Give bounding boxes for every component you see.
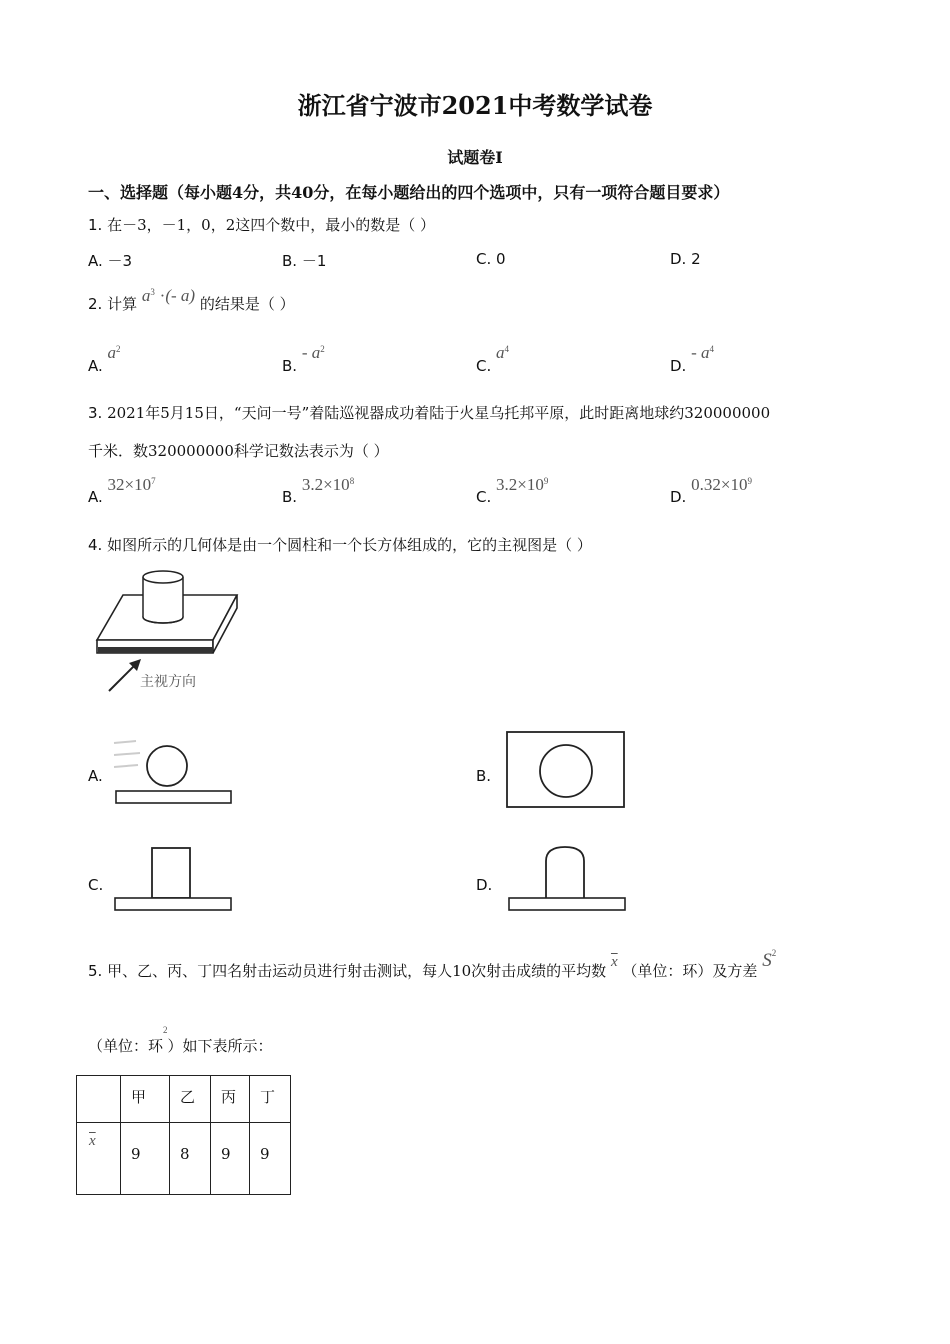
- option-exponent: 7: [151, 476, 156, 486]
- q4-option-b-label: B.: [476, 767, 492, 785]
- q4-option-a-figure: [112, 735, 237, 810]
- q1-option-d: D. 2: [670, 250, 701, 268]
- option-exponent: 4: [709, 344, 715, 354]
- q4-option-d-figure: [506, 843, 628, 915]
- question-5: [88, 948, 777, 982]
- option-label: C.: [476, 488, 492, 506]
- option-times: ×10: [124, 475, 152, 494]
- option-label: B.: [282, 488, 298, 506]
- question-number: 2.: [88, 295, 103, 313]
- q2-option-d: [670, 343, 715, 375]
- formula-exponent: 3: [150, 287, 155, 297]
- option-label: D.: [670, 357, 687, 375]
- option-times: ×10: [517, 475, 544, 494]
- unit-text: （单位：环）及方差: [622, 962, 758, 980]
- option-sign: -: [301, 343, 312, 362]
- page-subtitle: 试题卷Ⅰ: [447, 148, 503, 167]
- option-exponent: 9: [747, 476, 752, 486]
- question-1: [88, 214, 435, 235]
- figure-caption: 主视方向: [140, 674, 196, 690]
- question-text-pre: 计算: [107, 295, 138, 313]
- option-times: ×10: [720, 475, 748, 494]
- q2-option-c: [476, 343, 510, 375]
- formula-paren: (- a): [165, 286, 196, 305]
- table-header-cell: [77, 1076, 121, 1123]
- option-exponent: 4: [504, 344, 510, 354]
- table-header-row: [77, 1076, 291, 1123]
- table-header-cell: 甲: [121, 1076, 170, 1123]
- option-mantissa: 3.2: [301, 475, 324, 494]
- option-label: C.: [476, 357, 492, 375]
- formula-base: a: [141, 286, 151, 305]
- question-text-line1: 甲、乙、丙、丁四名射击运动员进行射击测试，每人10次射击成绩的平均数: [107, 962, 607, 980]
- q1-option-b: B. －1: [282, 252, 327, 270]
- q3-option-c: [476, 475, 549, 506]
- option-exponent: 8: [349, 476, 355, 486]
- option-formula: a: [496, 343, 505, 362]
- table-header-cell: 乙: [170, 1076, 211, 1123]
- option-times: ×10: [323, 475, 350, 494]
- variance-exponent: 2: [771, 948, 777, 958]
- section-heading: 一、选择题（每小题4分，共40分，在每小题给出的四个选项中，只有一项符合题目要求）: [88, 183, 730, 202]
- q4-option-d-label: D.: [476, 876, 493, 894]
- option-exponent: 2: [320, 344, 325, 354]
- formula-dot: ·: [159, 286, 166, 305]
- q4-option-b-figure: [505, 730, 627, 810]
- option-exponent: 9: [543, 476, 549, 486]
- variance-symbol: S: [762, 950, 772, 971]
- option-mantissa: 0.32: [691, 475, 721, 494]
- page-title: 浙江省宁波市2021中考数学试卷: [297, 91, 653, 120]
- unit-exponent: 2: [163, 1025, 168, 1035]
- option-mantissa: 32: [107, 475, 125, 494]
- q3-option-d: [670, 475, 752, 506]
- option-formula: a: [107, 343, 117, 362]
- option-formula: a: [311, 343, 321, 362]
- q1-option-c: C. 0: [476, 250, 506, 268]
- table-cell: 8: [170, 1123, 211, 1195]
- unit-text-post: ）如下表所示：: [167, 1037, 273, 1055]
- option-sign: -: [691, 343, 702, 362]
- question-5-line2: [88, 1025, 273, 1056]
- question-number: 1.: [88, 216, 103, 234]
- table-header-cell: 丙: [211, 1076, 250, 1123]
- option-exponent: 2: [116, 344, 121, 354]
- q4-option-a-label: A.: [88, 767, 103, 785]
- question-number: 4.: [88, 536, 103, 554]
- option-label: B.: [282, 357, 298, 375]
- q2-option-b: [282, 343, 325, 375]
- question-text-post: 的结果是（ ）: [199, 295, 295, 313]
- question-2: [88, 286, 295, 314]
- table-cell: 9: [211, 1123, 250, 1195]
- question-3-line2: 千米．数320000000科学记数法表示为（ ）: [88, 442, 389, 460]
- q4-option-c-label: C.: [88, 876, 104, 894]
- question-text: 在－3，－1，0，2这四个数中，最小的数是（ ）: [107, 216, 436, 234]
- option-label: A.: [88, 357, 103, 375]
- score-table: [76, 1075, 291, 1195]
- q4-option-c-figure: [112, 845, 234, 915]
- question-number: 5.: [88, 962, 103, 980]
- table-header-cell: 丁: [250, 1076, 291, 1123]
- question-text-line1: 2021年5月15日，“天问一号”着陆巡视器成功着陆于火星乌托邦平原，此时距离地球约320000000: [107, 404, 771, 422]
- table-cell: 9: [121, 1123, 170, 1195]
- q3-option-a: [88, 475, 156, 506]
- option-label: A.: [88, 488, 103, 506]
- table-cell: 9: [250, 1123, 291, 1195]
- unit-text-pre: （单位：环: [88, 1037, 164, 1055]
- question-text: 如图所示的几何体是由一个圆柱和一个长方体组成的，它的主视图是（ ）: [107, 536, 592, 554]
- question-4: [88, 534, 592, 555]
- table-row-label: [77, 1123, 121, 1195]
- question-number: 3.: [88, 404, 103, 422]
- table-row: [77, 1123, 291, 1195]
- option-formula: a: [701, 343, 710, 362]
- mean-symbol: $\overline{x}$: [610, 954, 618, 970]
- question-3: [88, 402, 770, 423]
- option-mantissa: 3.2: [496, 475, 518, 494]
- q2-option-a: [88, 343, 121, 375]
- q1-option-a: A. －3: [88, 252, 133, 270]
- option-label: D.: [670, 488, 687, 506]
- q3-option-b: [282, 475, 355, 506]
- mean-symbol: $\overline{x}$: [89, 1133, 96, 1149]
